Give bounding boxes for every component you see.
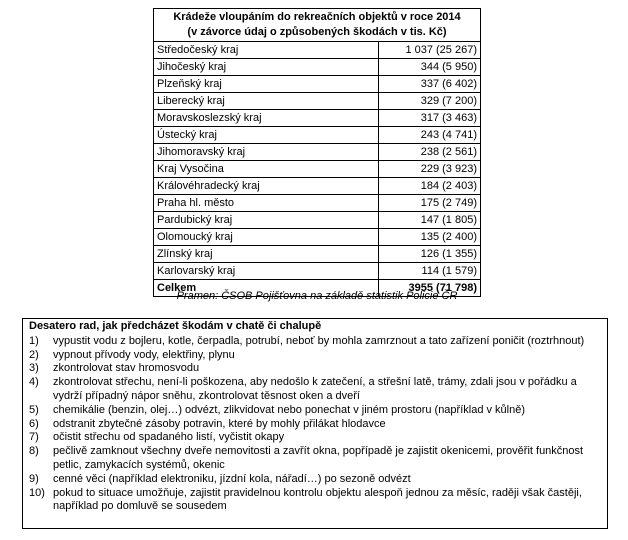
region-cell: Středočeský kraj	[154, 42, 379, 59]
region-cell: Olomoucký kraj	[154, 229, 379, 246]
table-row	[154, 59, 481, 76]
table-row	[154, 212, 481, 229]
value-cell: 126 (1 355)	[379, 246, 481, 263]
tip-number: 5)	[29, 403, 39, 416]
value-cell: 184 (2 403)	[379, 178, 481, 195]
tip-item	[29, 487, 601, 515]
tip-item	[29, 362, 601, 376]
region-cell: Královéhradecký kraj	[154, 178, 379, 195]
value-cell: 135 (2 400)	[379, 229, 481, 246]
region-cell: Karlovarský kraj	[154, 263, 379, 280]
tip-number: 1)	[29, 334, 39, 347]
table-row	[154, 178, 481, 195]
tip-number: 7)	[29, 431, 39, 444]
table-title-line1: Krádeže vloupáním do rekreačních objektů v roce 2014	[173, 11, 461, 23]
table-row	[154, 76, 481, 93]
table-row	[154, 127, 481, 144]
total-value: 3955 (71 798)	[379, 280, 481, 297]
region-cell: Moravskoslezský kraj	[154, 110, 379, 127]
value-cell: 147 (1 805)	[379, 212, 481, 229]
tip-item	[29, 445, 601, 473]
tip-item	[29, 335, 601, 349]
region-cell: Kraj Vysočina	[154, 161, 379, 178]
region-cell: Praha hl. město	[154, 195, 379, 212]
table-row	[154, 246, 481, 263]
table-row	[154, 93, 481, 110]
region-cell: Jihomoravský kraj	[154, 144, 379, 161]
region-cell: Liberecký kraj	[154, 93, 379, 110]
tip-item	[29, 404, 601, 418]
table-row	[154, 161, 481, 178]
tip-item	[29, 418, 601, 432]
tip-number: 9)	[29, 472, 39, 485]
region-cell: Plzeňský kraj	[154, 76, 379, 93]
value-cell: 175 (2 749)	[379, 195, 481, 212]
tip-text: zkontrolovat stav hromosvodu	[53, 362, 200, 375]
value-cell: 1 037 (25 267)	[379, 42, 481, 59]
region-cell: Zlínský kraj	[154, 246, 379, 263]
tip-text: vypustit vodu z bojleru, kotle, čerpadla, potrubí, neboť by mohla zamrznout a tato zařízení poničit (roztrhnout)	[53, 334, 585, 347]
table-row	[154, 110, 481, 127]
tip-item	[29, 376, 601, 404]
tip-text: pokud to situace umožňuje, zajistit pravidelnou kontrolu objektu alespoň jednou za měsíc, raději však častěji, například po domluvě se sousedem	[53, 486, 582, 513]
table-title-line2: (v závorce údaj o způsobených škodách v tis. Kč)	[187, 26, 447, 38]
region-cell: Jihočeský kraj	[154, 59, 379, 76]
region-cell: Ústecký kraj	[154, 127, 379, 144]
table-row	[154, 42, 481, 59]
tip-item	[29, 349, 601, 363]
table-body	[154, 42, 481, 280]
tip-number: 3)	[29, 362, 39, 375]
value-cell: 229 (3 923)	[379, 161, 481, 178]
tip-text: chemikálie (benzin, olej…) odvézt, zlikvidovat nebo ponechat v jiném prostoru (například v kůlně)	[53, 403, 526, 416]
tip-number: 8)	[29, 445, 39, 458]
region-cell: Pardubický kraj	[154, 212, 379, 229]
value-cell: 114 (1 579)	[379, 263, 481, 280]
table-row	[154, 229, 481, 246]
tip-text: očistit střechu od spadaného listí, vyčistit okapy	[53, 431, 285, 444]
source-note: Pramen: ČSOB Pojišťovna na základě statistik Policie ČR	[176, 290, 458, 302]
tips-box	[22, 318, 608, 529]
tip-text: pečlivě zamknout všechny dveře nemovitosti a zavřít okna, popřípadě je zajistit okenicemi, prověřit funkčnost petlic, zamykacích systémů, okenic	[53, 445, 584, 471]
tips-list	[29, 335, 601, 514]
tip-number: 4)	[29, 376, 39, 389]
tip-text: cenné věci (například elektroniku, jízdní kola, nářadí…) po sezoně odvézt	[53, 472, 411, 485]
value-cell: 243 (4 741)	[379, 127, 481, 144]
value-cell: 238 (2 561)	[379, 144, 481, 161]
table-row	[154, 195, 481, 212]
value-cell: 344 (5 950)	[379, 59, 481, 76]
tip-item	[29, 473, 601, 487]
tip-item	[29, 431, 601, 445]
value-cell: 337 (6 402)	[379, 76, 481, 93]
tip-number: 6)	[29, 417, 39, 430]
tip-text: zkontrolovat střechu, není-li poškozena, aby nedošlo k zatečení, a střešní latě, trámy, zdali jsou v pořádku a vydrží případný nápor sněhu, zkontrolovat těsnost oken a dveří	[53, 376, 577, 402]
tip-text: vypnout přívody vody, elektřiny, plynu	[53, 348, 235, 361]
value-cell: 329 (7 200)	[379, 93, 481, 110]
total-label: Celkem	[154, 280, 379, 297]
tip-text: odstranit zbytečné zásoby potravin, které by mohly přilákat hlodavce	[53, 417, 386, 430]
tip-number: 2)	[29, 348, 39, 361]
tip-number: 10)	[29, 486, 45, 499]
tips-title: Desatero rad, jak předcházet škodám v chatě či chalupě	[29, 320, 322, 332]
table-title	[154, 9, 481, 42]
table-row	[154, 144, 481, 161]
burglary-stats-table	[153, 8, 481, 297]
value-cell: 317 (3 463)	[379, 110, 481, 127]
table-row	[154, 263, 481, 280]
